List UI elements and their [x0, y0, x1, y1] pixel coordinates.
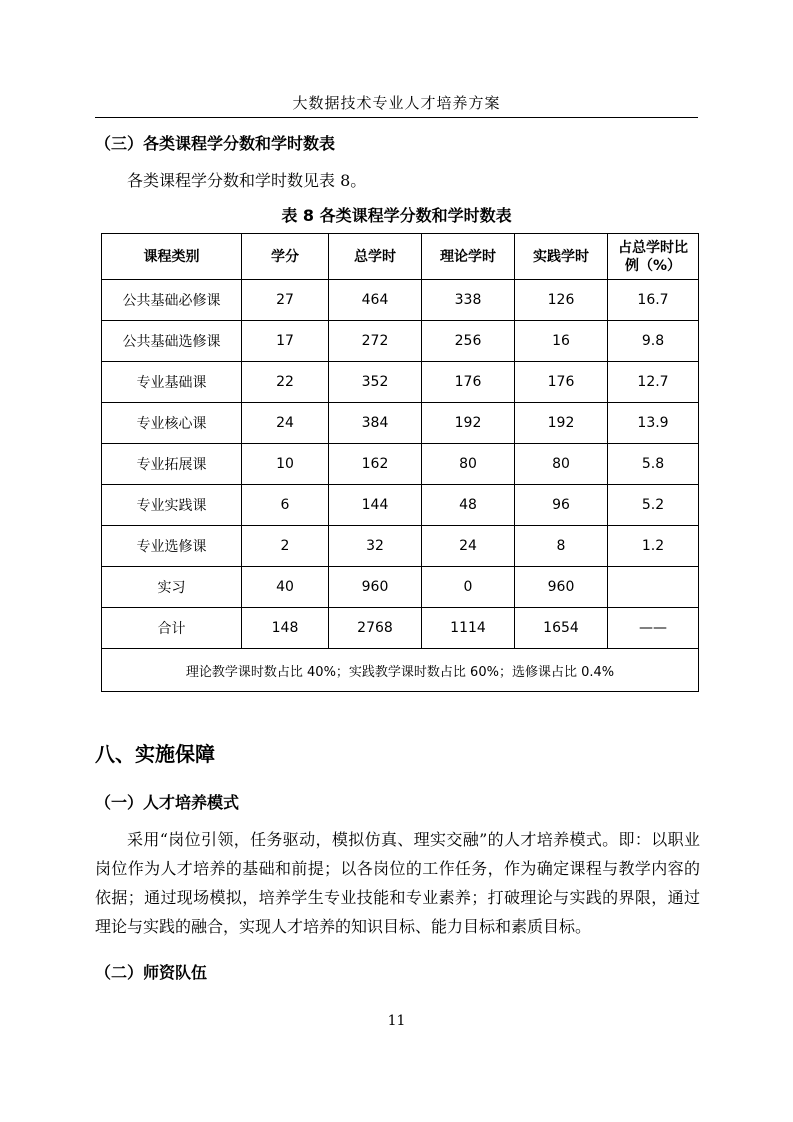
section-heading-training-model: （一）人才培养模式 — [95, 793, 240, 812]
table-cell: 专业核心课 — [102, 403, 242, 444]
table-cell: 27 — [242, 280, 329, 321]
table-caption: 表 8 各类课程学分数和学时数表 — [281, 206, 512, 225]
table-cell: 960 — [515, 567, 608, 608]
table-cell: 公共基础选修课 — [102, 321, 242, 362]
table-cell: 384 — [329, 403, 422, 444]
table-cell: 6 — [242, 485, 329, 526]
table-cell: 40 — [242, 567, 329, 608]
column-header: 实践学时 — [515, 234, 608, 280]
table-cell: 148 — [242, 608, 329, 649]
table-cell: 合计 — [102, 608, 242, 649]
table-cell: 5.2 — [608, 485, 699, 526]
table-cell: —— — [608, 608, 699, 649]
header-rule — [95, 117, 698, 118]
column-header: 理论学时 — [422, 234, 515, 280]
table-cell: 32 — [329, 526, 422, 567]
table-cell: 338 — [422, 280, 515, 321]
table-cell: 162 — [329, 444, 422, 485]
table-note: 理论教学课时数占比 40%；实践教学课时数占比 60%；选修课占比 0.4% — [102, 649, 699, 692]
table-header-row — [102, 234, 699, 280]
table-cell: 192 — [515, 403, 608, 444]
table-cell: 80 — [515, 444, 608, 485]
table-cell: 22 — [242, 362, 329, 403]
table-cell — [608, 567, 699, 608]
column-header: 学分 — [242, 234, 329, 280]
table-cell: 16.7 — [608, 280, 699, 321]
table-cell: 10 — [242, 444, 329, 485]
table-cell: 24 — [422, 526, 515, 567]
table-cell: 176 — [515, 362, 608, 403]
table-cell: 16 — [515, 321, 608, 362]
table-cell: 9.8 — [608, 321, 699, 362]
training-model-paragraph: 采用“岗位引领，任务驱动，模拟仿真、理实交融”的人才培养模式。即：以职业岗位作为人才培养的基础和前提；以各岗位的工作任务，作为确定课程与教学内容的依据；通过现场模拟，培养学生专业技能和专业素养；打破理论与实践的界限，通过理论与实践的融合，实现人才培养的知识目标、能力目标和素质目标。 — [95, 830, 700, 936]
table-cell: 192 — [422, 403, 515, 444]
table-cell: 0 — [422, 567, 515, 608]
column-header: 总学时 — [329, 234, 422, 280]
table-row — [102, 444, 699, 485]
table-row — [102, 362, 699, 403]
table-note-row — [102, 649, 699, 692]
column-header: 占总学时比例（%） — [608, 234, 699, 280]
table-cell: 272 — [329, 321, 422, 362]
table-cell: 256 — [422, 321, 515, 362]
table-row — [102, 403, 699, 444]
table-cell: 464 — [329, 280, 422, 321]
table-cell: 专业基础课 — [102, 362, 242, 403]
table-cell: 96 — [515, 485, 608, 526]
section-heading-course-hours: （三）各类课程学分数和学时数表 — [95, 134, 336, 153]
table-cell: 1654 — [515, 608, 608, 649]
table-cell: 126 — [515, 280, 608, 321]
table-row — [102, 526, 699, 567]
table-cell: 公共基础必修课 — [102, 280, 242, 321]
table-cell: 960 — [329, 567, 422, 608]
table-cell: 专业拓展课 — [102, 444, 242, 485]
table-row — [102, 567, 699, 608]
table-cell: 144 — [329, 485, 422, 526]
table-cell: 5.8 — [608, 444, 699, 485]
table-cell: 176 — [422, 362, 515, 403]
table-cell: 2 — [242, 526, 329, 567]
table-cell: 2768 — [329, 608, 422, 649]
table-cell: 352 — [329, 362, 422, 403]
table-cell: 12.7 — [608, 362, 699, 403]
section-heading-faculty: （二）师资队伍 — [95, 963, 208, 982]
table-cell: 1.2 — [608, 526, 699, 567]
table-cell: 实习 — [102, 567, 242, 608]
table-row — [102, 485, 699, 526]
table-row — [102, 321, 699, 362]
table-cell: 13.9 — [608, 403, 699, 444]
table-cell: 专业选修课 — [102, 526, 242, 567]
table-row-total — [102, 608, 699, 649]
table-cell: 17 — [242, 321, 329, 362]
table-cell: 48 — [422, 485, 515, 526]
table-cell: 8 — [515, 526, 608, 567]
table-cell: 80 — [422, 444, 515, 485]
section-intro-paragraph: 各类课程学分数和学时数见表 8。 — [127, 171, 367, 190]
page-number: 11 — [387, 1013, 406, 1029]
running-header: 大数据技术专业人才培养方案 — [292, 94, 501, 112]
table-cell: 1114 — [422, 608, 515, 649]
table-cell: 24 — [242, 403, 329, 444]
chapter-heading-implementation: 八、实施保障 — [95, 742, 215, 766]
column-header: 课程类别 — [102, 234, 242, 280]
table-cell: 专业实践课 — [102, 485, 242, 526]
table-row — [102, 280, 699, 321]
course-hours-table — [101, 233, 699, 692]
